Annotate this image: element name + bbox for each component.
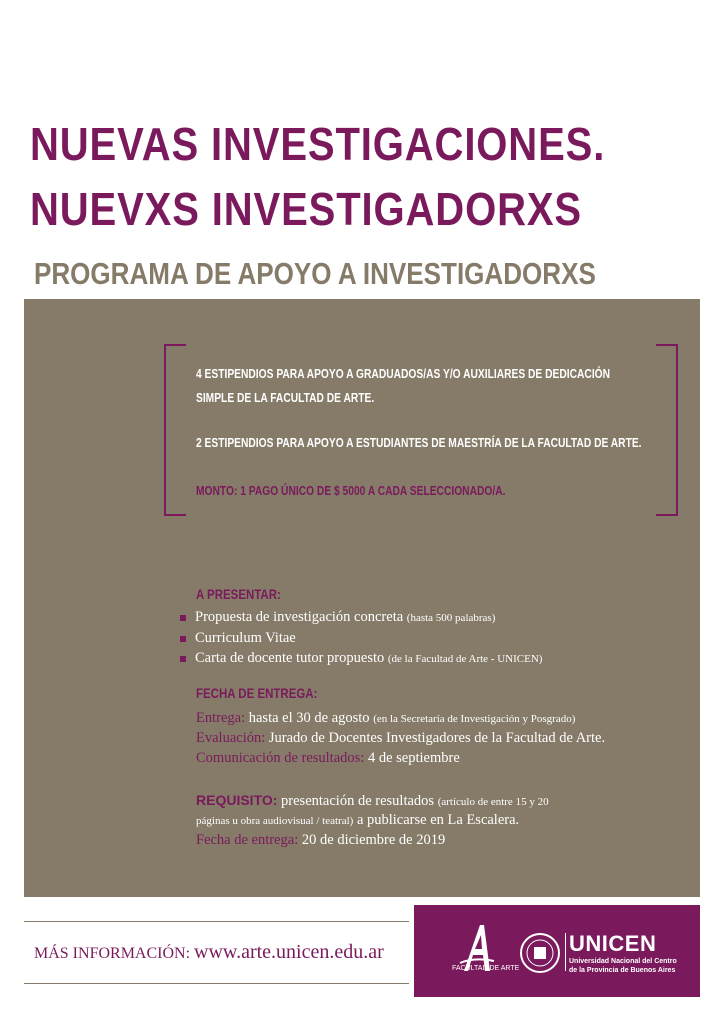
- university-seal-icon: [519, 932, 561, 974]
- bracket-left: [164, 344, 186, 516]
- faculty-logo-text: FACULTAD DE ARTE: [452, 965, 520, 972]
- square-bullet-icon: [180, 636, 186, 642]
- website-link[interactable]: www.arte.unicen.edu.ar: [194, 941, 384, 963]
- list-item: Carta de docente tutor propuesto (de la Facultad de Arte - UNICEN): [180, 648, 542, 669]
- title-line-1: NUEVAS INVESTIGACIONES.: [30, 118, 606, 170]
- facultad-arte-logo-icon: [454, 919, 500, 989]
- footer-divider-top: [24, 921, 409, 922]
- list-item: Curriculum Vitae: [180, 628, 542, 648]
- requirement-cont: páginas u obra audiovisual / teatral) a publicarse en La Escalera.: [196, 812, 520, 828]
- evaluation: Evaluación: Jurado de Docentes Investigadores de la Facultad de Arte.: [196, 730, 606, 746]
- info-panel: [24, 299, 700, 897]
- footer-divider-bottom: [24, 983, 409, 984]
- square-bullet-icon: [180, 615, 186, 621]
- unicen-wordmark: UNICEN: [569, 931, 657, 956]
- stipend-graduates: 4 ESTIPENDIOS PARA APOYO A GRADUADOS/AS Y/O AUXILIARES DE DEDICACIÓN SIMPLE DE LA FACULTAD DE ARTE.: [196, 367, 611, 405]
- stipend-masters: 2 ESTIPENDIOS PARA APOYO A ESTUDIANTES DE MAESTRÍA DE LA FACULTAD DE ARTE.: [196, 436, 642, 450]
- submit-list: [180, 607, 542, 669]
- list-item: Propuesta de investigación concreta (hasta 500 palabras): [180, 607, 542, 628]
- logo-divider: [565, 933, 566, 971]
- unicen-subtitle: Universidad Nacional del Centro de la Provincia de Buenos Aires: [569, 958, 677, 974]
- title-line-2: NUEVXS INVESTIGADORXS: [30, 183, 582, 235]
- square-bullet-icon: [180, 656, 186, 662]
- bracket-right: [656, 344, 678, 516]
- requirement-date: Fecha de entrega: 20 de diciembre de 2019: [196, 832, 446, 848]
- logo-box: [414, 905, 700, 997]
- submit-heading: A PRESENTAR:: [196, 586, 281, 602]
- requirement: REQUISITO: presentación de resultados (artículo de entre 15 y 20: [196, 792, 549, 809]
- results-communication: Comunicación de resultados: 4 de septiembre: [196, 750, 460, 766]
- stipend-amount: MONTO: 1 PAGO ÚNICO DE $ 5000 A CADA SELECCIONADO/A.: [196, 484, 506, 498]
- more-info: MÁS INFORMACIÓN: www.arte.unicen.edu.ar: [34, 941, 384, 963]
- subtitle: PROGRAMA DE APOYO A INVESTIGADORXS: [34, 256, 596, 291]
- delivery-date: Entrega: hasta el 30 de agosto (en la Secretaría de Investigación y Posgrado): [196, 710, 576, 726]
- delivery-heading: FECHA DE ENTREGA:: [196, 685, 318, 701]
